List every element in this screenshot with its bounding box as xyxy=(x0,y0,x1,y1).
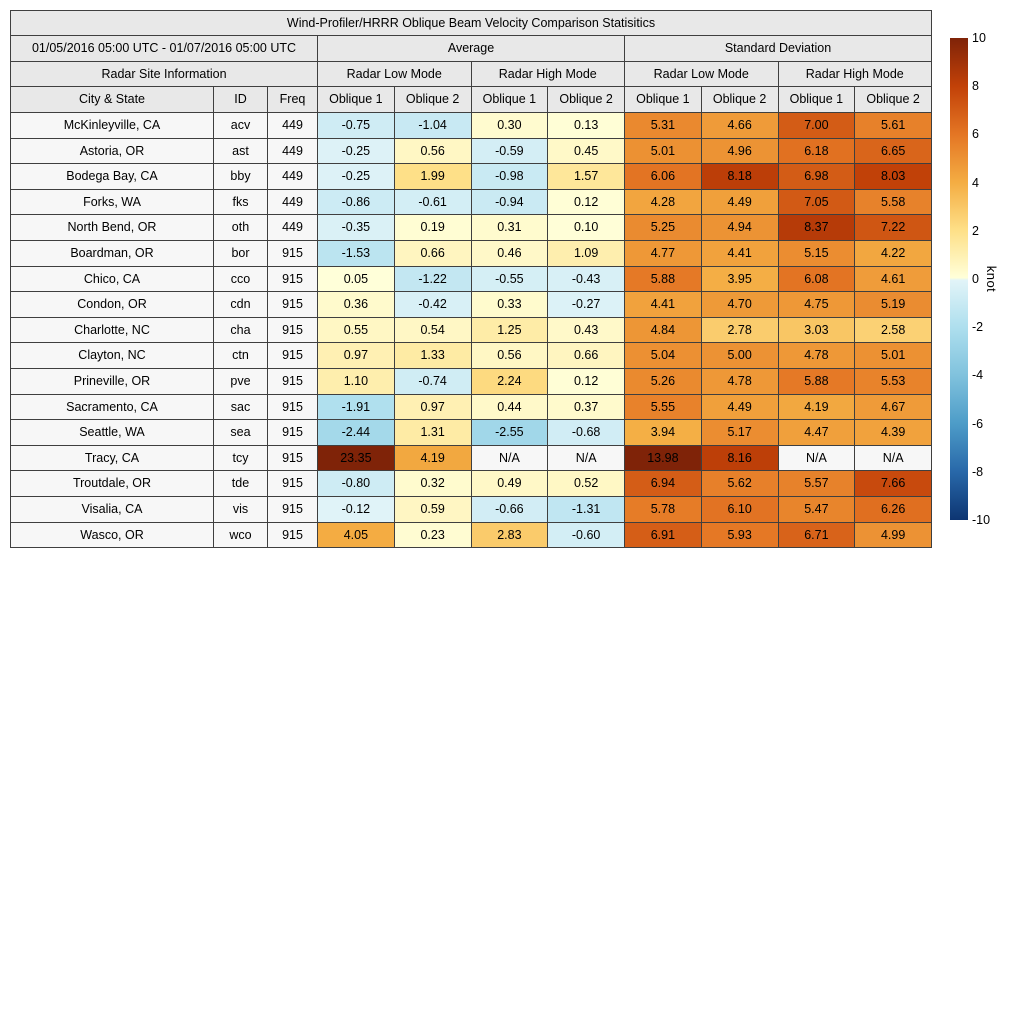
value-cell: 0.10 xyxy=(548,215,625,241)
city-cell: Wasco, OR xyxy=(11,522,214,548)
value-cell: 6.71 xyxy=(778,522,855,548)
avg-high-mode-header: Radar High Mode xyxy=(471,62,625,87)
oblique2-header: Oblique 2 xyxy=(855,87,932,113)
std-high-mode-header: Radar High Mode xyxy=(778,62,932,87)
city-cell: Troutdale, OR xyxy=(11,471,214,497)
city-cell: Tracy, CA xyxy=(11,445,214,471)
value-cell: 0.56 xyxy=(471,343,548,369)
table-row xyxy=(11,317,932,343)
colorbar xyxy=(950,38,968,520)
id-cell: tde xyxy=(214,471,268,497)
value-cell: -2.55 xyxy=(471,420,548,446)
value-cell: 5.19 xyxy=(855,292,932,318)
value-cell: 5.61 xyxy=(855,113,932,139)
value-cell: -0.59 xyxy=(471,138,548,164)
value-cell: 4.66 xyxy=(701,113,778,139)
value-cell: 2.78 xyxy=(701,317,778,343)
value-cell: 1.09 xyxy=(548,240,625,266)
value-cell: 0.43 xyxy=(548,317,625,343)
value-cell: 1.33 xyxy=(394,343,471,369)
value-cell: 3.95 xyxy=(701,266,778,292)
value-cell: 13.98 xyxy=(625,445,702,471)
freq-cell: 915 xyxy=(268,522,318,548)
value-cell: 6.94 xyxy=(625,471,702,497)
table-row xyxy=(11,496,932,522)
id-cell: fks xyxy=(214,189,268,215)
value-cell: -1.91 xyxy=(318,394,395,420)
mode-header-row xyxy=(11,62,932,87)
colorbar-tick-label: 8 xyxy=(972,79,979,94)
stats-table xyxy=(10,10,932,548)
value-cell: 8.03 xyxy=(855,164,932,190)
value-cell: -0.75 xyxy=(318,113,395,139)
colorbar-tick-label: -4 xyxy=(972,368,984,383)
id-cell: sea xyxy=(214,420,268,446)
value-cell: -0.35 xyxy=(318,215,395,241)
table-body xyxy=(11,113,932,548)
std-dev-group-header: Standard Deviation xyxy=(625,36,932,62)
id-cell: cdn xyxy=(214,292,268,318)
value-cell: 4.28 xyxy=(625,189,702,215)
colorbar-tick-label: -8 xyxy=(972,464,984,479)
value-cell: 0.44 xyxy=(471,394,548,420)
id-cell: vis xyxy=(214,496,268,522)
value-cell: 0.33 xyxy=(471,292,548,318)
freq-header: Freq xyxy=(268,87,318,113)
freq-cell: 915 xyxy=(268,471,318,497)
value-cell: 4.84 xyxy=(625,317,702,343)
colorbar-tick-label: 10 xyxy=(972,31,986,45)
value-cell: -0.80 xyxy=(318,471,395,497)
value-cell: 4.47 xyxy=(778,420,855,446)
value-cell: 0.49 xyxy=(471,471,548,497)
value-cell: 0.59 xyxy=(394,496,471,522)
freq-cell: 915 xyxy=(268,420,318,446)
freq-cell: 915 xyxy=(268,343,318,369)
value-cell: 4.61 xyxy=(855,266,932,292)
table-row xyxy=(11,445,932,471)
value-cell: 0.97 xyxy=(318,343,395,369)
radar-site-info-header: Radar Site Information xyxy=(11,62,318,87)
value-cell: N/A xyxy=(778,445,855,471)
freq-cell: 915 xyxy=(268,240,318,266)
value-cell: 5.26 xyxy=(625,368,702,394)
id-cell: ctn xyxy=(214,343,268,369)
value-cell: 0.37 xyxy=(548,394,625,420)
value-cell: -1.22 xyxy=(394,266,471,292)
colorbar-tick-label: 6 xyxy=(972,127,979,142)
city-state-header: City & State xyxy=(11,87,214,113)
oblique1-header: Oblique 1 xyxy=(471,87,548,113)
value-cell: 4.05 xyxy=(318,522,395,548)
value-cell: 1.99 xyxy=(394,164,471,190)
value-cell: 5.93 xyxy=(701,522,778,548)
value-cell: 8.18 xyxy=(701,164,778,190)
freq-cell: 449 xyxy=(268,189,318,215)
value-cell: -1.04 xyxy=(394,113,471,139)
value-cell: 4.96 xyxy=(701,138,778,164)
value-cell: 5.55 xyxy=(625,394,702,420)
value-cell: 5.01 xyxy=(625,138,702,164)
value-cell: 4.67 xyxy=(855,394,932,420)
city-cell: Sacramento, CA xyxy=(11,394,214,420)
value-cell: -0.86 xyxy=(318,189,395,215)
value-cell: 7.00 xyxy=(778,113,855,139)
table-row xyxy=(11,266,932,292)
value-cell: 3.94 xyxy=(625,420,702,446)
value-cell: 0.66 xyxy=(394,240,471,266)
oblique2-header: Oblique 2 xyxy=(394,87,471,113)
figure-title: Wind-Profiler/HRRR Oblique Beam Velocity Comparison Statisitics xyxy=(11,11,932,36)
value-cell: -0.61 xyxy=(394,189,471,215)
colorbar-unit-label: knot xyxy=(984,265,999,293)
value-cell: 3.03 xyxy=(778,317,855,343)
freq-cell: 449 xyxy=(268,164,318,190)
city-cell: Condon, OR xyxy=(11,292,214,318)
colorbar-tick-label: 4 xyxy=(972,175,979,190)
value-cell: 0.36 xyxy=(318,292,395,318)
value-cell: 4.77 xyxy=(625,240,702,266)
table-row xyxy=(11,240,932,266)
avg-low-mode-header: Radar Low Mode xyxy=(318,62,472,87)
colorbar-tick-label: 0 xyxy=(972,272,979,286)
value-cell: 4.19 xyxy=(394,445,471,471)
value-cell: 4.19 xyxy=(778,394,855,420)
value-cell: 0.05 xyxy=(318,266,395,292)
value-cell: 1.10 xyxy=(318,368,395,394)
value-cell: 0.23 xyxy=(394,522,471,548)
value-cell: -0.12 xyxy=(318,496,395,522)
table-row xyxy=(11,113,932,139)
oblique2-header: Oblique 2 xyxy=(701,87,778,113)
city-cell: Clayton, NC xyxy=(11,343,214,369)
value-cell: 5.53 xyxy=(855,368,932,394)
colorbar-tick-label: -2 xyxy=(972,320,984,335)
value-cell: 4.49 xyxy=(701,394,778,420)
value-cell: 5.17 xyxy=(701,420,778,446)
value-cell: 6.98 xyxy=(778,164,855,190)
id-cell: wco xyxy=(214,522,268,548)
value-cell: -0.60 xyxy=(548,522,625,548)
oblique2-header: Oblique 2 xyxy=(548,87,625,113)
city-cell: North Bend, OR xyxy=(11,215,214,241)
city-cell: Forks, WA xyxy=(11,189,214,215)
id-cell: sac xyxy=(214,394,268,420)
freq-cell: 915 xyxy=(268,368,318,394)
value-cell: 6.65 xyxy=(855,138,932,164)
value-cell: 1.31 xyxy=(394,420,471,446)
value-cell: -0.98 xyxy=(471,164,548,190)
value-cell: 4.22 xyxy=(855,240,932,266)
value-cell: 0.12 xyxy=(548,189,625,215)
id-cell: acv xyxy=(214,113,268,139)
freq-cell: 915 xyxy=(268,266,318,292)
id-header: ID xyxy=(214,87,268,113)
table-row xyxy=(11,292,932,318)
value-cell: 0.97 xyxy=(394,394,471,420)
value-cell: -1.31 xyxy=(548,496,625,522)
value-cell: 6.10 xyxy=(701,496,778,522)
value-cell: -2.44 xyxy=(318,420,395,446)
value-cell: -0.68 xyxy=(548,420,625,446)
id-cell: tcy xyxy=(214,445,268,471)
value-cell: 6.91 xyxy=(625,522,702,548)
id-cell: bby xyxy=(214,164,268,190)
average-group-header: Average xyxy=(318,36,625,62)
value-cell: 5.88 xyxy=(625,266,702,292)
value-cell: 5.25 xyxy=(625,215,702,241)
value-cell: 0.31 xyxy=(471,215,548,241)
id-cell: ast xyxy=(214,138,268,164)
value-cell: 7.66 xyxy=(855,471,932,497)
city-cell: Bodega Bay, CA xyxy=(11,164,214,190)
id-cell: bor xyxy=(214,240,268,266)
colorbar-tick-label: 2 xyxy=(972,223,979,238)
freq-cell: 915 xyxy=(268,496,318,522)
table-row xyxy=(11,189,932,215)
value-cell: 0.55 xyxy=(318,317,395,343)
value-cell: 5.01 xyxy=(855,343,932,369)
value-cell: -0.66 xyxy=(471,496,548,522)
value-cell: -0.42 xyxy=(394,292,471,318)
value-cell: -0.43 xyxy=(548,266,625,292)
value-cell: 4.41 xyxy=(701,240,778,266)
value-cell: 0.13 xyxy=(548,113,625,139)
table-row xyxy=(11,343,932,369)
colorbar-tick-label: -6 xyxy=(972,416,984,431)
value-cell: -0.74 xyxy=(394,368,471,394)
value-cell: N/A xyxy=(471,445,548,471)
table-row xyxy=(11,164,932,190)
value-cell: 5.57 xyxy=(778,471,855,497)
oblique1-header: Oblique 1 xyxy=(778,87,855,113)
city-cell: Visalia, CA xyxy=(11,496,214,522)
value-cell: 0.52 xyxy=(548,471,625,497)
value-cell: -0.55 xyxy=(471,266,548,292)
value-cell: 6.18 xyxy=(778,138,855,164)
table-row xyxy=(11,394,932,420)
value-cell: 5.31 xyxy=(625,113,702,139)
value-cell: 4.49 xyxy=(701,189,778,215)
freq-cell: 449 xyxy=(268,138,318,164)
value-cell: 5.62 xyxy=(701,471,778,497)
oblique1-header: Oblique 1 xyxy=(625,87,702,113)
value-cell: 8.16 xyxy=(701,445,778,471)
date-range: 01/05/2016 05:00 UTC - 01/07/2016 05:00 UTC xyxy=(11,36,318,62)
value-cell: 0.54 xyxy=(394,317,471,343)
value-cell: 5.00 xyxy=(701,343,778,369)
column-header-row xyxy=(11,87,932,113)
city-cell: McKinleyville, CA xyxy=(11,113,214,139)
value-cell: N/A xyxy=(548,445,625,471)
value-cell: 1.57 xyxy=(548,164,625,190)
freq-cell: 915 xyxy=(268,445,318,471)
value-cell: 0.19 xyxy=(394,215,471,241)
id-cell: pve xyxy=(214,368,268,394)
value-cell: 2.58 xyxy=(855,317,932,343)
value-cell: 2.24 xyxy=(471,368,548,394)
value-cell: 4.41 xyxy=(625,292,702,318)
value-cell: 0.32 xyxy=(394,471,471,497)
city-cell: Chico, CA xyxy=(11,266,214,292)
value-cell: 4.78 xyxy=(701,368,778,394)
value-cell: 2.83 xyxy=(471,522,548,548)
freq-cell: 449 xyxy=(268,113,318,139)
value-cell: 1.25 xyxy=(471,317,548,343)
value-cell: 0.45 xyxy=(548,138,625,164)
colorbar-tick-label: -10 xyxy=(972,513,991,527)
title-row xyxy=(11,11,932,36)
city-cell: Charlotte, NC xyxy=(11,317,214,343)
value-cell: 6.26 xyxy=(855,496,932,522)
value-cell: 5.04 xyxy=(625,343,702,369)
value-cell: 4.78 xyxy=(778,343,855,369)
oblique1-header: Oblique 1 xyxy=(318,87,395,113)
value-cell: 0.30 xyxy=(471,113,548,139)
value-cell: 0.12 xyxy=(548,368,625,394)
value-cell: 0.46 xyxy=(471,240,548,266)
id-cell: cco xyxy=(214,266,268,292)
freq-cell: 915 xyxy=(268,394,318,420)
value-cell: N/A xyxy=(855,445,932,471)
city-cell: Astoria, OR xyxy=(11,138,214,164)
value-cell: 4.75 xyxy=(778,292,855,318)
value-cell: -0.27 xyxy=(548,292,625,318)
value-cell: 5.47 xyxy=(778,496,855,522)
value-cell: 7.05 xyxy=(778,189,855,215)
city-cell: Prineville, OR xyxy=(11,368,214,394)
value-cell: 4.99 xyxy=(855,522,932,548)
value-cell: 6.08 xyxy=(778,266,855,292)
value-cell: -0.25 xyxy=(318,138,395,164)
value-cell: 4.94 xyxy=(701,215,778,241)
value-cell: -1.53 xyxy=(318,240,395,266)
value-cell: 6.06 xyxy=(625,164,702,190)
value-cell: 4.39 xyxy=(855,420,932,446)
freq-cell: 915 xyxy=(268,292,318,318)
table-row xyxy=(11,138,932,164)
id-cell: cha xyxy=(214,317,268,343)
table-row xyxy=(11,471,932,497)
table-row xyxy=(11,420,932,446)
value-cell: -0.94 xyxy=(471,189,548,215)
freq-cell: 449 xyxy=(268,215,318,241)
value-cell: 5.88 xyxy=(778,368,855,394)
std-low-mode-header: Radar Low Mode xyxy=(625,62,779,87)
table-row xyxy=(11,215,932,241)
value-cell: 5.15 xyxy=(778,240,855,266)
freq-cell: 915 xyxy=(268,317,318,343)
value-cell: 8.37 xyxy=(778,215,855,241)
id-cell: oth xyxy=(214,215,268,241)
value-cell: 4.70 xyxy=(701,292,778,318)
table-row xyxy=(11,368,932,394)
table-row xyxy=(11,522,932,548)
value-cell: 0.66 xyxy=(548,343,625,369)
value-cell: 5.58 xyxy=(855,189,932,215)
value-cell: 23.35 xyxy=(318,445,395,471)
city-cell: Boardman, OR xyxy=(11,240,214,266)
city-cell: Seattle, WA xyxy=(11,420,214,446)
value-cell: -0.25 xyxy=(318,164,395,190)
value-cell: 0.56 xyxy=(394,138,471,164)
group-header-row xyxy=(11,36,932,62)
value-cell: 5.78 xyxy=(625,496,702,522)
value-cell: 7.22 xyxy=(855,215,932,241)
